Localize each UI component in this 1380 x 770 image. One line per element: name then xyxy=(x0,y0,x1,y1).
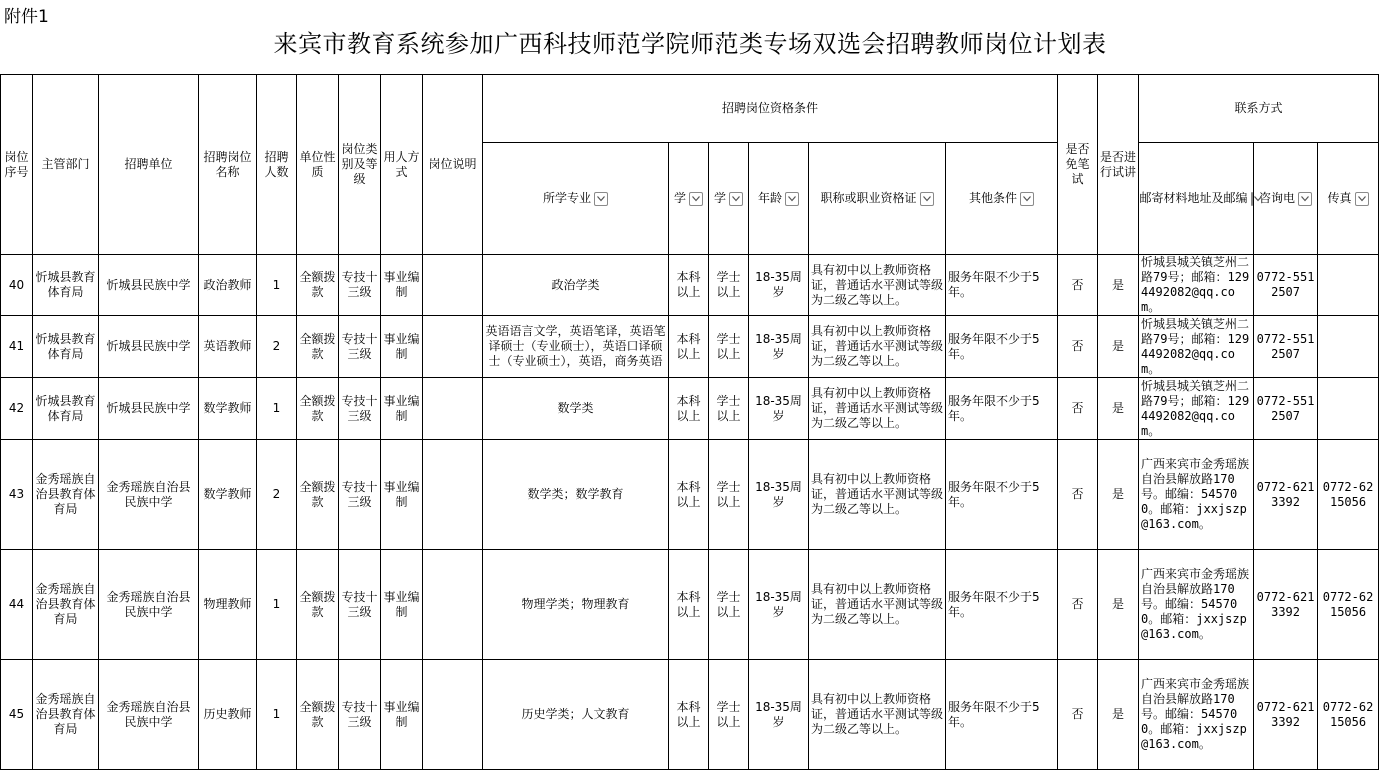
header-phone: 咨询电 xyxy=(1259,191,1296,205)
filter-dropdown-icon[interactable] xyxy=(1355,192,1369,206)
header-nature: 单位性质 xyxy=(297,75,339,255)
cell-dept: 金秀瑶族自治县教育体育局 xyxy=(33,660,99,770)
cell-cert: 具有初中以上教师资格证，普通话水平测试等级为二级乙等以上。 xyxy=(809,440,946,550)
header-address: 邮寄材料地址及邮编 xyxy=(1139,191,1248,205)
filter-dropdown-icon[interactable] xyxy=(1251,192,1253,206)
header-degree: 学 xyxy=(713,191,726,205)
cell-desc xyxy=(423,378,483,440)
cell-desc xyxy=(423,660,483,770)
cell-other: 服务年限不少于5年。 xyxy=(946,660,1058,770)
cell-phone: 0772-5512507 xyxy=(1254,378,1318,440)
header-seq: 岗位序号 xyxy=(1,75,33,255)
cell-hire: 事业编制 xyxy=(381,550,423,660)
cell-post: 数学教师 xyxy=(199,378,257,440)
cell-trial: 是 xyxy=(1098,378,1139,440)
cell-age: 18-35周岁 xyxy=(749,550,809,660)
cell-exempt: 否 xyxy=(1058,550,1098,660)
header-cert-cell xyxy=(809,143,946,255)
header-trial: 是否进行试讲 xyxy=(1098,75,1139,255)
cell-dept: 金秀瑶族自治县教育体育局 xyxy=(33,550,99,660)
cell-trial: 是 xyxy=(1098,660,1139,770)
cell-other: 服务年限不少于5年。 xyxy=(946,378,1058,440)
cell-edu: 本科以上 xyxy=(669,660,709,770)
filter-dropdown-icon[interactable] xyxy=(785,192,799,206)
cell-seq: 43 xyxy=(1,440,33,550)
cell-fax xyxy=(1318,378,1379,440)
cell-dept: 忻城县教育体育局 xyxy=(33,255,99,316)
cell-unit: 金秀瑶族自治县民族中学 xyxy=(99,660,199,770)
cell-major: 数学类 xyxy=(483,378,669,440)
cell-fax: 0772-6215056 xyxy=(1318,550,1379,660)
filter-dropdown-icon[interactable] xyxy=(1298,192,1312,206)
header-contact-group: 联系方式 xyxy=(1139,75,1379,143)
cell-phone: 0772-6213392 xyxy=(1254,550,1318,660)
header-count: 招聘人数 xyxy=(257,75,297,255)
header-edu-cell xyxy=(669,143,709,255)
table-row xyxy=(1,316,1379,378)
header-unit: 招聘单位 xyxy=(99,75,199,255)
header-quals-group: 招聘岗位资格条件 xyxy=(483,75,1058,143)
cell-other: 服务年限不少于5年。 xyxy=(946,440,1058,550)
header-age-cell xyxy=(749,143,809,255)
cell-seq: 40 xyxy=(1,255,33,316)
cell-degree: 学士以上 xyxy=(709,378,749,440)
cell-address: 忻城县城关镇芝州二路79号；邮箱：1294492082@qq.com。 xyxy=(1139,255,1254,316)
header-age: 年龄 xyxy=(757,191,782,205)
filter-dropdown-icon[interactable] xyxy=(729,192,743,206)
cell-age: 18-35周岁 xyxy=(749,316,809,378)
cell-hire: 事业编制 xyxy=(381,660,423,770)
cell-trial: 是 xyxy=(1098,316,1139,378)
cell-edu: 本科以上 xyxy=(669,440,709,550)
cell-exempt: 否 xyxy=(1058,440,1098,550)
cell-other: 服务年限不少于5年。 xyxy=(946,316,1058,378)
table-row xyxy=(1,255,1379,316)
cell-address: 忻城县城关镇芝州二路79号；邮箱：1294492082@qq.com。 xyxy=(1139,378,1254,440)
cell-other: 服务年限不少于5年。 xyxy=(946,255,1058,316)
cell-desc xyxy=(423,255,483,316)
cell-exempt: 否 xyxy=(1058,378,1098,440)
header-fax-cell xyxy=(1318,143,1379,255)
header-post: 招聘岗位名称 xyxy=(199,75,257,255)
cell-exempt: 否 xyxy=(1058,255,1098,316)
cell-fax: 0772-6215056 xyxy=(1318,440,1379,550)
cell-count: 1 xyxy=(257,255,297,316)
cell-count: 2 xyxy=(257,440,297,550)
cell-major: 历史学类；人文教育 xyxy=(483,660,669,770)
cell-category: 专技十三级 xyxy=(339,378,381,440)
cell-age: 18-35周岁 xyxy=(749,378,809,440)
cell-phone: 0772-6213392 xyxy=(1254,660,1318,770)
filter-dropdown-icon[interactable] xyxy=(689,192,703,206)
header-major-cell xyxy=(483,143,669,255)
cell-post: 政治教师 xyxy=(199,255,257,316)
table-row xyxy=(1,660,1379,770)
cell-nature: 全额拨款 xyxy=(297,378,339,440)
filter-dropdown-icon[interactable] xyxy=(594,192,608,206)
cell-cert: 具有初中以上教师资格证，普通话水平测试等级为二级乙等以上。 xyxy=(809,255,946,316)
cell-edu: 本科以上 xyxy=(669,316,709,378)
cell-hire: 事业编制 xyxy=(381,440,423,550)
header-cert: 职称或职业资格证 xyxy=(820,191,917,205)
cell-hire: 事业编制 xyxy=(381,316,423,378)
header-desc: 岗位说明 xyxy=(423,75,483,255)
cell-degree: 学士以上 xyxy=(709,440,749,550)
cell-nature: 全额拨款 xyxy=(297,550,339,660)
header-exempt: 是否免笔试 xyxy=(1058,75,1098,255)
cell-unit: 忻城县民族中学 xyxy=(99,316,199,378)
cell-major: 数学类；数学教育 xyxy=(483,440,669,550)
header-hire: 用人方式 xyxy=(381,75,423,255)
cell-edu: 本科以上 xyxy=(669,255,709,316)
cell-cert: 具有初中以上教师资格证，普通话水平测试等级为二级乙等以上。 xyxy=(809,378,946,440)
cell-nature: 全额拨款 xyxy=(297,660,339,770)
cell-age: 18-35周岁 xyxy=(749,255,809,316)
cell-category: 专技十三级 xyxy=(339,255,381,316)
cell-post: 数学教师 xyxy=(199,440,257,550)
header-address-cell xyxy=(1139,143,1254,255)
cell-fax xyxy=(1318,316,1379,378)
cell-age: 18-35周岁 xyxy=(749,660,809,770)
cell-post: 历史教师 xyxy=(199,660,257,770)
page-title: 来宾市教育系统参加广西科技师范学院师范类专场双选会招聘教师岗位计划表 xyxy=(273,30,1107,58)
table-row xyxy=(1,550,1379,660)
cell-count: 1 xyxy=(257,550,297,660)
cell-nature: 全额拨款 xyxy=(297,440,339,550)
header-dept: 主管部门 xyxy=(33,75,99,255)
cell-trial: 是 xyxy=(1098,550,1139,660)
cell-edu: 本科以上 xyxy=(669,550,709,660)
cell-address: 广西来宾市金秀瑶族自治县解放路170号。邮编：545700。邮箱：jxxjszp@163.com。 xyxy=(1139,440,1254,550)
cell-category: 专技十三级 xyxy=(339,316,381,378)
filter-dropdown-icon[interactable] xyxy=(920,192,934,206)
cell-major: 英语语言文学，英语笔译，英语笔译硕士（专业硕士），英语口译硕士（专业硕士），英语，商务英语 xyxy=(483,316,669,378)
cell-count: 1 xyxy=(257,660,297,770)
header-phone-cell xyxy=(1254,143,1318,255)
cell-post: 物理教师 xyxy=(199,550,257,660)
cell-phone: 0772-5512507 xyxy=(1254,255,1318,316)
header-other-cell xyxy=(946,143,1058,255)
cell-major: 物理学类；物理教育 xyxy=(483,550,669,660)
cell-cert: 具有初中以上教师资格证，普通话水平测试等级为二级乙等以上。 xyxy=(809,316,946,378)
header-major: 所学专业 xyxy=(542,191,591,205)
cell-seq: 42 xyxy=(1,378,33,440)
filter-dropdown-icon[interactable] xyxy=(1020,192,1034,206)
cell-trial: 是 xyxy=(1098,440,1139,550)
header-fax: 传真 xyxy=(1327,191,1352,205)
cell-seq: 45 xyxy=(1,660,33,770)
recruitment-table xyxy=(0,74,1379,770)
cell-address: 忻城县城关镇芝州二路79号；邮箱：1294492082@qq.com。 xyxy=(1139,316,1254,378)
cell-major: 政治学类 xyxy=(483,255,669,316)
cell-category: 专技十三级 xyxy=(339,550,381,660)
header-other: 其他条件 xyxy=(969,191,1018,205)
cell-age: 18-35周岁 xyxy=(749,440,809,550)
cell-degree: 学士以上 xyxy=(709,660,749,770)
cell-dept: 金秀瑶族自治县教育体育局 xyxy=(33,440,99,550)
cell-seq: 41 xyxy=(1,316,33,378)
cell-exempt: 否 xyxy=(1058,660,1098,770)
table-row xyxy=(1,378,1379,440)
cell-unit: 金秀瑶族自治县民族中学 xyxy=(99,550,199,660)
cell-unit: 金秀瑶族自治县民族中学 xyxy=(99,440,199,550)
cell-fax xyxy=(1318,255,1379,316)
cell-category: 专技十三级 xyxy=(339,660,381,770)
cell-phone: 0772-5512507 xyxy=(1254,316,1318,378)
cell-unit: 忻城县民族中学 xyxy=(99,255,199,316)
cell-count: 1 xyxy=(257,378,297,440)
attachment-label: 附件1 xyxy=(4,7,49,27)
cell-seq: 44 xyxy=(1,550,33,660)
cell-dept: 忻城县教育体育局 xyxy=(33,378,99,440)
cell-count: 2 xyxy=(257,316,297,378)
cell-address: 广西来宾市金秀瑶族自治县解放路170号。邮编：545700。邮箱：jxxjszp@163.com。 xyxy=(1139,550,1254,660)
cell-phone: 0772-6213392 xyxy=(1254,440,1318,550)
cell-cert: 具有初中以上教师资格证，普通话水平测试等级为二级乙等以上。 xyxy=(809,660,946,770)
cell-desc xyxy=(423,550,483,660)
cell-desc xyxy=(423,316,483,378)
cell-trial: 是 xyxy=(1098,255,1139,316)
cell-degree: 学士以上 xyxy=(709,255,749,316)
header-degree-cell xyxy=(709,143,749,255)
cell-category: 专技十三级 xyxy=(339,440,381,550)
header-category: 岗位类别及等级 xyxy=(339,75,381,255)
cell-unit: 忻城县民族中学 xyxy=(99,378,199,440)
cell-cert: 具有初中以上教师资格证，普通话水平测试等级为二级乙等以上。 xyxy=(809,550,946,660)
cell-other: 服务年限不少于5年。 xyxy=(946,550,1058,660)
cell-degree: 学士以上 xyxy=(709,550,749,660)
cell-post: 英语教师 xyxy=(199,316,257,378)
cell-degree: 学士以上 xyxy=(709,316,749,378)
cell-hire: 事业编制 xyxy=(381,378,423,440)
cell-edu: 本科以上 xyxy=(669,378,709,440)
table-row xyxy=(1,440,1379,550)
cell-nature: 全额拨款 xyxy=(297,316,339,378)
cell-hire: 事业编制 xyxy=(381,255,423,316)
cell-exempt: 否 xyxy=(1058,316,1098,378)
cell-nature: 全额拨款 xyxy=(297,255,339,316)
cell-desc xyxy=(423,440,483,550)
cell-address: 广西来宾市金秀瑶族自治县解放路170号。邮编：545700。邮箱：jxxjszp@163.com。 xyxy=(1139,660,1254,770)
cell-fax: 0772-6215056 xyxy=(1318,660,1379,770)
header-edu: 学 xyxy=(673,191,686,205)
cell-dept: 忻城县教育体育局 xyxy=(33,316,99,378)
